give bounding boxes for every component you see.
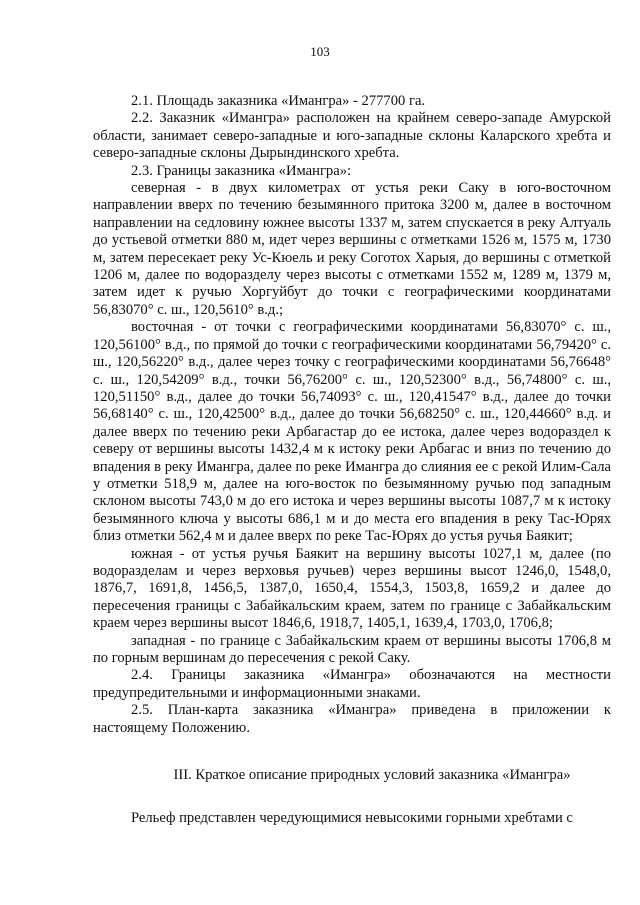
paragraph-border-south: южная - от устья ручья Баякит на вершину высоты 1027,1 м, далее (по водоразделам и через верховья ручьев) через вершины высот 1246,0, 1548,0, 1876,7, 1691,8, 1456,5, 1387,0, 1650,4, 1554,3, 1503,8, 1659,2 и далее до пересечения границы с Забайкальским краем, затем по границе с Забайкальским краем через вершины высот 1846,6, 1918,7, 1405,1, 1639,4, 1703,0, 1706,8; [93, 545, 611, 632]
paragraph-relief: Рельеф представлен чередующимися невысокими горными хребтами с [131, 810, 573, 827]
document-body [93, 93, 611, 828]
paragraph-border-north: северная - в двух километрах от устья реки Саку в юго-восточном направлении вверх по течению безымянного притока 3200 м, далее в восточном направлении на седловину южнее высоты 1337 м, затем спускается в реку Алтуаль до устьевой отметки 880 м, идет через вершины с отметками 1526 м, 1575 м, 1730 м, затем пересекает реку Ус-Кюель и реку Соготох Харыя, до вершины с отметкой 1206 м, далее по водоразделу через высоты с отметками 1552 м, 1289 м, 1379 м, затем идет к ручью Хоргуйбут до точки с географическими координатами 56,83070° с. ш., 120,5610° в.д.; [93, 180, 611, 318]
paragraph-border-signs: 2.4. Границы заказника «Имангра» обозначаются на местности предупредительными и информационными знаками. [93, 667, 611, 701]
paragraph-plan-map: 2.5. План-карта заказника «Имангра» приведена в приложении к настоящему Положению. [93, 702, 611, 736]
paragraph-border-west: западная - по границе с Забайкальским краем от вершины высоты 1706,8 м по горным вершинам до пересечения с рекой Саку. [93, 632, 611, 666]
paragraph-border-east: восточная - от точки с географическими координатами 56,83070° с. ш., 120,56100° в.д., по прямой до точки с географическими координатами 56,79420° с. ш., 120,56220° в.д., далее через точку с географическими координатами 56,76648° с. ш., 120,54209° в.д., точки 56,76200° с. ш., 120,52300° в.д., 56,74800° с. ш., 120,51150° в.д., далее до точки 56,74093° с. ш., 120,41547° в.д., далее до точки 56,68140° с. ш., 120,42500° в.д., далее до точки 56,68250° с. ш., 120,44660° в.д. и далее вверх по течению реки Арбагастар до ее истока, далее через водораздел к северу от вершины высоты 1432,4 м к истоку реки Арбагас и вниз по течению до впадения в реку Имангра, далее по реке Имангра до слияния ее с рекой Илим-Сала у отметки 518,9 м, далее на юго-восток по безымянному ручью под западным склоном высоты 743,0 м до его истока и через вершины высоты 1087,7 м к истоку безымянного ключа у высоты 686,1 м и до места его впадения в реку Тас-Юрях близ отметки 562,4 м и далее вверх по реке Тас-Юрях до устья ручья Баякит; [93, 319, 611, 545]
paragraph-area: 2.1. Площадь заказника «Имангра» - 277700 га. [131, 93, 426, 109]
page-number: 103 [310, 44, 330, 59]
paragraph-borders-heading: 2.3. Границы заказника «Имангра»: [131, 162, 352, 179]
section-title: III. Краткое описание природных условий заказника «Имангра» [173, 767, 571, 784]
paragraph-location: 2.2. Заказник «Имангра» расположен на крайнем северо-западе Амурской области, занимает северо-западные и юго-западные склоны Каларского хребта и северо-западные склоны Дырындинского хребта. [93, 110, 611, 162]
